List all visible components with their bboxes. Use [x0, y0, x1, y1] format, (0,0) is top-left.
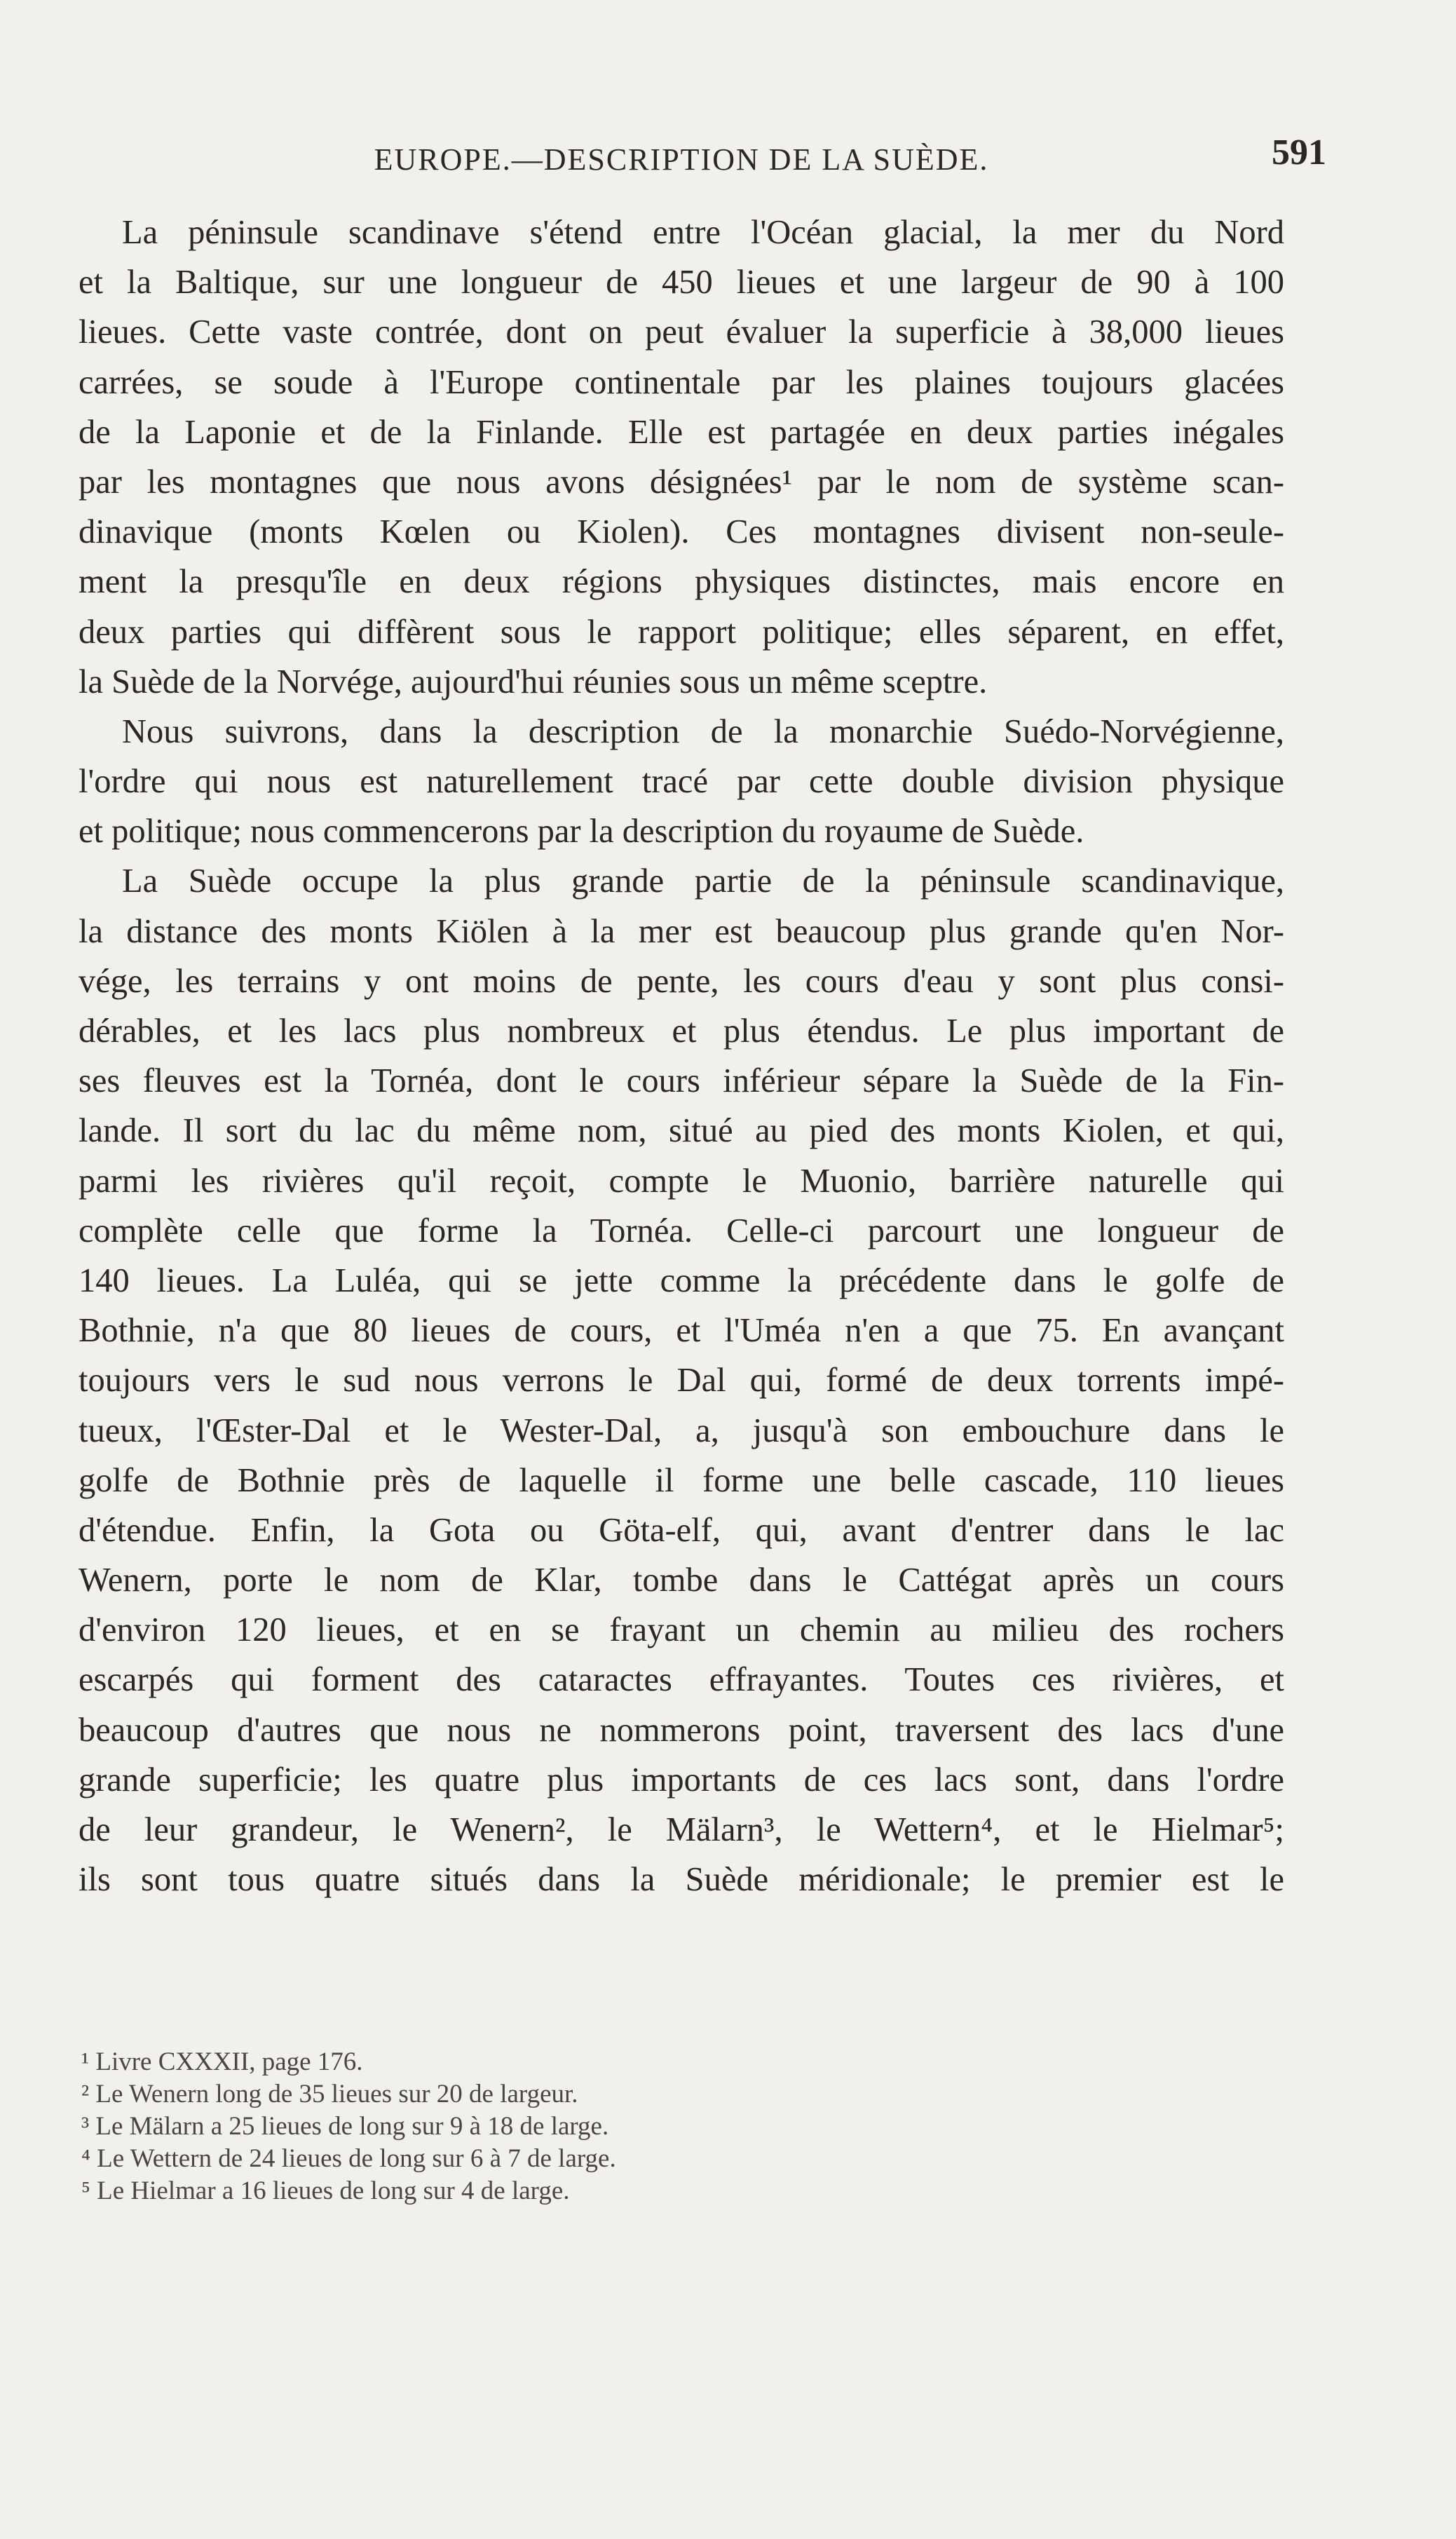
text-line: toujours vers le sud nous verrons le Dal qui, formé de deux torrents impé- — [79, 1362, 1284, 1400]
text-line: Wenern, porte le nom de Klar, tombe dans le Cattégat après un cours — [79, 1562, 1284, 1599]
text-line: escarpés qui forment des cataractes effrayantes. Toutes ces rivières, et — [79, 1661, 1284, 1699]
footnote: ³ Le Mälarn a 25 lieues de long sur 9 à 18 de large. — [81, 2112, 609, 2141]
text-line: la Suède de la Norvége, aujourd'hui réunies sous un même sceptre. — [79, 663, 988, 700]
text-line: carrées, se soude à l'Europe continentale par les plaines toujours glacées — [79, 363, 1284, 401]
text-line: lande. Il sort du lac du même nom, situé au pied des monts Kiolen, et qui, — [79, 1112, 1284, 1150]
text-line: La péninsule scandinave s'étend entre l'Océan glacial, la mer du Nord — [122, 214, 1284, 251]
text-line: tueux, l'Œster-Dal et le Wester-Dal, a, jusqu'à son embouchure dans le — [79, 1411, 1284, 1449]
text-line: Bothnie, n'a que 80 lieues de cours, et l'Uméa n'en a que 75. En avançant — [79, 1312, 1284, 1350]
text-line: la distance des monts Kiölen à la mer est beaucoup plus grande qu'en Nor- — [79, 912, 1284, 950]
text-line: ses fleuves est la Tornéa, dont le cours inférieur sépare la Suède de la Fin- — [79, 1062, 1284, 1100]
text-line: Nous suivrons, dans la description de la monarchie Suédo-Norvégienne, — [122, 712, 1284, 750]
footnotes — [79, 2046, 1284, 2207]
text-line: de la Laponie et de la Finlande. Elle est partagée en deux parties inégales — [79, 413, 1284, 451]
text-line: ils sont tous quatre situés dans la Suède méridionale; le premier est le — [79, 1861, 1284, 1899]
footnote: ¹ Livre CXXXII, page 176. — [81, 2047, 363, 2076]
text-line: vége, les terrains y ont moins de pente, les cours d'eau y sont plus consi- — [79, 962, 1284, 1000]
running-head-title: EUROPE.—DESCRIPTION DE LA SUÈDE. — [374, 142, 989, 177]
text-line: golfe de Bothnie près de laquelle il forme une belle cascade, 110 lieues — [79, 1461, 1284, 1499]
text-line: d'environ 120 lieues, et en se frayant un chemin au milieu des rochers — [79, 1611, 1284, 1649]
text-line: d'étendue. Enfin, la Gota ou Göta-elf, qui, avant d'entrer dans le lac — [79, 1511, 1284, 1549]
text-line: beaucoup d'autres que nous ne nommerons point, traversent des lacs d'une — [79, 1711, 1284, 1749]
text-line: et politique; nous commencerons par la description du royaume de Suède. — [79, 813, 1084, 851]
text-line: ment la presqu'île en deux régions physiques distinctes, mais encore en — [79, 563, 1284, 601]
text-line: grande superficie; les quatre plus importants de ces lacs sont, dans l'ordre — [79, 1761, 1284, 1799]
text-line: dérables, et les lacs plus nombreux et plus étendus. Le plus important de — [79, 1013, 1284, 1050]
text-line: deux parties qui diffèrent sous le rapport politique; elles séparent, en effet, — [79, 613, 1284, 651]
footnote: ⁵ Le Hielmar a 16 lieues de long sur 4 de large. — [81, 2176, 570, 2205]
text-line: 140 lieues. La Luléa, qui se jette comme la précédente dans le golfe de — [79, 1261, 1284, 1299]
footnote: ⁴ Le Wettern de 24 lieues de long sur 6 à 7 de large. — [81, 2144, 616, 2173]
text-line: et la Baltique, sur une longueur de 450 lieues et une largeur de 90 à 100 — [79, 264, 1284, 302]
text-line: l'ordre qui nous est naturellement tracé par cette double division physique — [79, 763, 1284, 801]
text-line: parmi les rivières qu'il reçoit, compte le Muonio, barrière naturelle qui — [79, 1162, 1284, 1200]
text-line: par les montagnes que nous avons désignées¹ par le nom de système scan- — [79, 463, 1284, 501]
text-line: dinavique (monts Kœlen ou Kiolen). Ces montagnes divisent non-seule- — [79, 513, 1284, 551]
text-line: La Suède occupe la plus grande partie de la péninsule scandinavique, — [122, 862, 1284, 900]
text-line: de leur grandeur, le Wenern², le Mälarn³, le Wettern⁴, et le Hielmar⁵; — [79, 1811, 1284, 1848]
body-text — [79, 208, 1284, 1904]
running-head — [79, 132, 1326, 181]
page-number: 591 — [1272, 133, 1326, 172]
text-line: complète celle que forme la Tornéa. Celle-ci parcourt une longueur de — [79, 1212, 1284, 1250]
text-line: lieues. Cette vaste contrée, dont on peut évaluer la superficie à 38,000 lieues — [79, 313, 1284, 351]
footnote: ² Le Wenern long de 35 lieues sur 20 de largeur. — [81, 2080, 578, 2108]
